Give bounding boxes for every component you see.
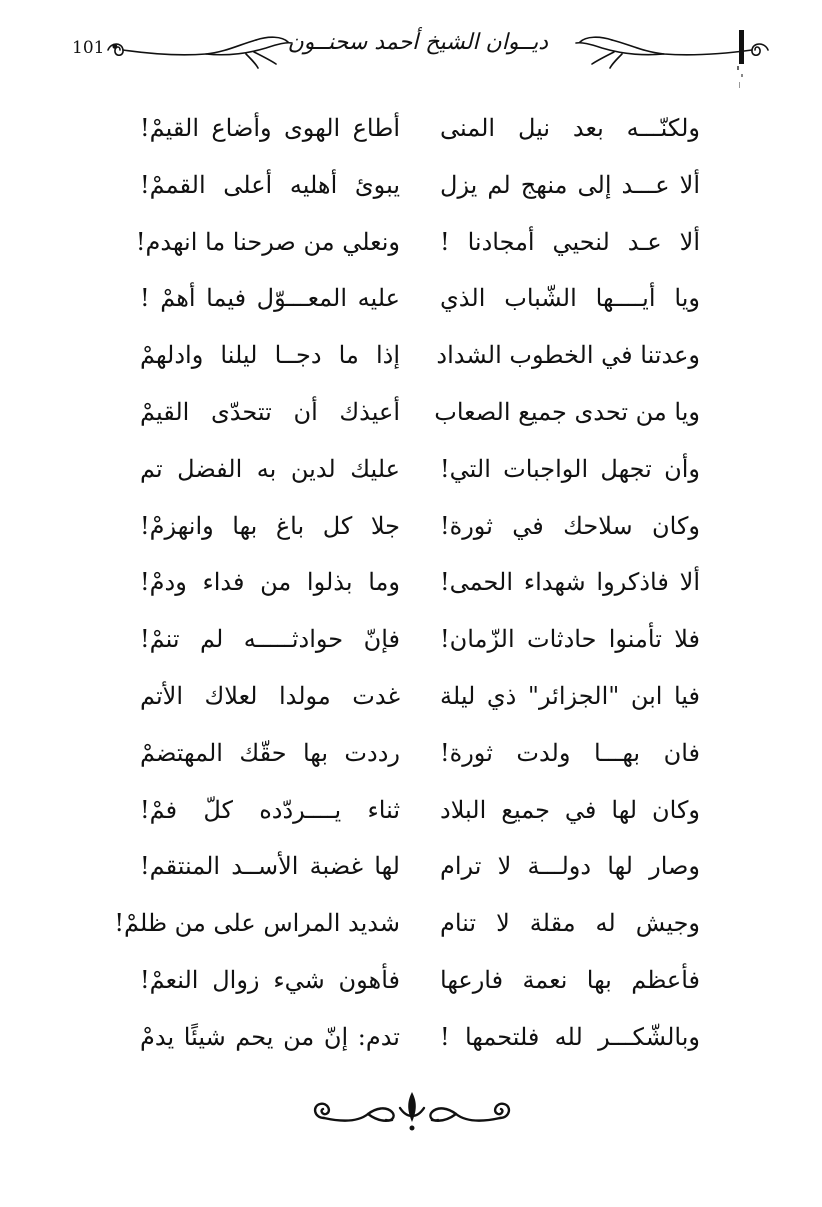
verse-first-hemistich: ألا عـــد إلى منهج لم يزل [440, 170, 700, 199]
verse-first-hemistich: وأن تجهل الواجبات التي! [440, 454, 700, 483]
verse-second-hemistich: رددت بها حقّك المهتضمْ [140, 738, 400, 767]
verse-second-hemistich: فأهون شيء زوال النعمْ! [140, 965, 400, 994]
poem [114, 100, 700, 1066]
verse-second-hemistich: عليك لدين به الفضل تم [140, 454, 400, 483]
verse-first-hemistich: وبالشّكـــر لله فلتحمها ! [440, 1022, 700, 1051]
verse-line [140, 100, 700, 157]
verse-second-hemistich: ونعلي من صرحنا ما انهدم! [135, 227, 400, 256]
verse-first-hemistich: ويا أيــــها الشّباب الذي [440, 284, 700, 313]
verse-first-hemistich: ألا عـد لنحيي أمجادنا ! [440, 227, 700, 256]
verse-line [140, 1009, 700, 1066]
verse-line [140, 838, 700, 895]
verse-line [140, 157, 700, 214]
verse-second-hemistich: غدت مولدا لعلاك الأتم [140, 681, 400, 710]
verse-first-hemistich: وجيش له مقلة لا تنام [440, 909, 700, 938]
verse-line [140, 270, 700, 327]
verse-second-hemistich: تدم: إنّ من يحم شيئًا يدمْ [140, 1022, 400, 1051]
verse-first-hemistich: وكان سلاحك في ثورة! [440, 511, 700, 540]
verse-first-hemistich: ولكنّـــه بعد نيل المنى [440, 114, 700, 142]
verse-second-hemistich: ثناء يــــردّده كلّ فمْ! [140, 795, 400, 824]
verse-line [114, 895, 700, 952]
verse-line [140, 384, 700, 441]
verse-first-hemistich: وصار لها دولـــة لا ترام [440, 852, 700, 881]
verse-line [140, 668, 700, 725]
verse-line [140, 725, 700, 782]
fleuron-divider-icon [306, 1088, 518, 1136]
verse-line [140, 554, 700, 611]
verse-first-hemistich: فلا تأمنوا حادثات الزّمان! [440, 625, 700, 654]
verse-second-hemistich: إذا ما دجــا ليلنا وادلهمْ [140, 341, 400, 370]
scroll-flourish-icon [106, 30, 296, 70]
verse-line [140, 441, 700, 498]
verse-line [140, 498, 700, 555]
verse-second-hemistich: عليه المعـــوّل فيما أهمْ ! [140, 284, 400, 313]
verse-first-hemistich: فان بهـــا ولدت ثورة! [440, 738, 700, 767]
header-title: ديــوان الشيخ أحمد سحنــون [287, 30, 548, 55]
page-header [60, 22, 760, 78]
verse-first-hemistich: فأعظم بها نعمة فارعها [440, 965, 700, 994]
verse-second-hemistich: لها غضبة الأســد المنتقم! [140, 852, 400, 881]
verse-first-hemistich: ألا فاذكروا شهداء الحمى! [440, 568, 700, 597]
verse-line [140, 611, 700, 668]
page-number: 101 • [72, 38, 120, 58]
verse-second-hemistich: شديد المراس على من ظلمْ! [114, 909, 400, 938]
verse-first-hemistich: وكان لها في جميع البلاد [440, 795, 700, 824]
verse-second-hemistich: جلا كل باغ بها وانهزمْ! [140, 511, 400, 540]
verse-first-hemistich: فيا ابن "الجزائر" ذي ليلة [440, 681, 700, 710]
verse-line [140, 327, 700, 384]
verse-line [140, 782, 700, 839]
page-edge-mark [734, 30, 748, 100]
verse-second-hemistich: وما بذلوا من فداء ودمْ! [140, 568, 400, 597]
verse-second-hemistich: أعيذك أن تتحدّى القيمْ [140, 397, 400, 426]
verse-line [135, 214, 700, 271]
verse-line [140, 952, 700, 1009]
verse-first-hemistich: ويا من تحدى جميع الصعاب [434, 397, 700, 426]
verse-second-hemistich: فإنّ حوادثـــــه لم تنمْ! [140, 625, 400, 654]
verse-second-hemistich: يبوئ أهليه أعلى القممْ! [140, 170, 400, 199]
verse-first-hemistich: وعدتنا في الخطوب الشداد [436, 341, 700, 370]
verse-second-hemistich: أطاع الهوى وأضاع القيمْ! [140, 114, 400, 142]
